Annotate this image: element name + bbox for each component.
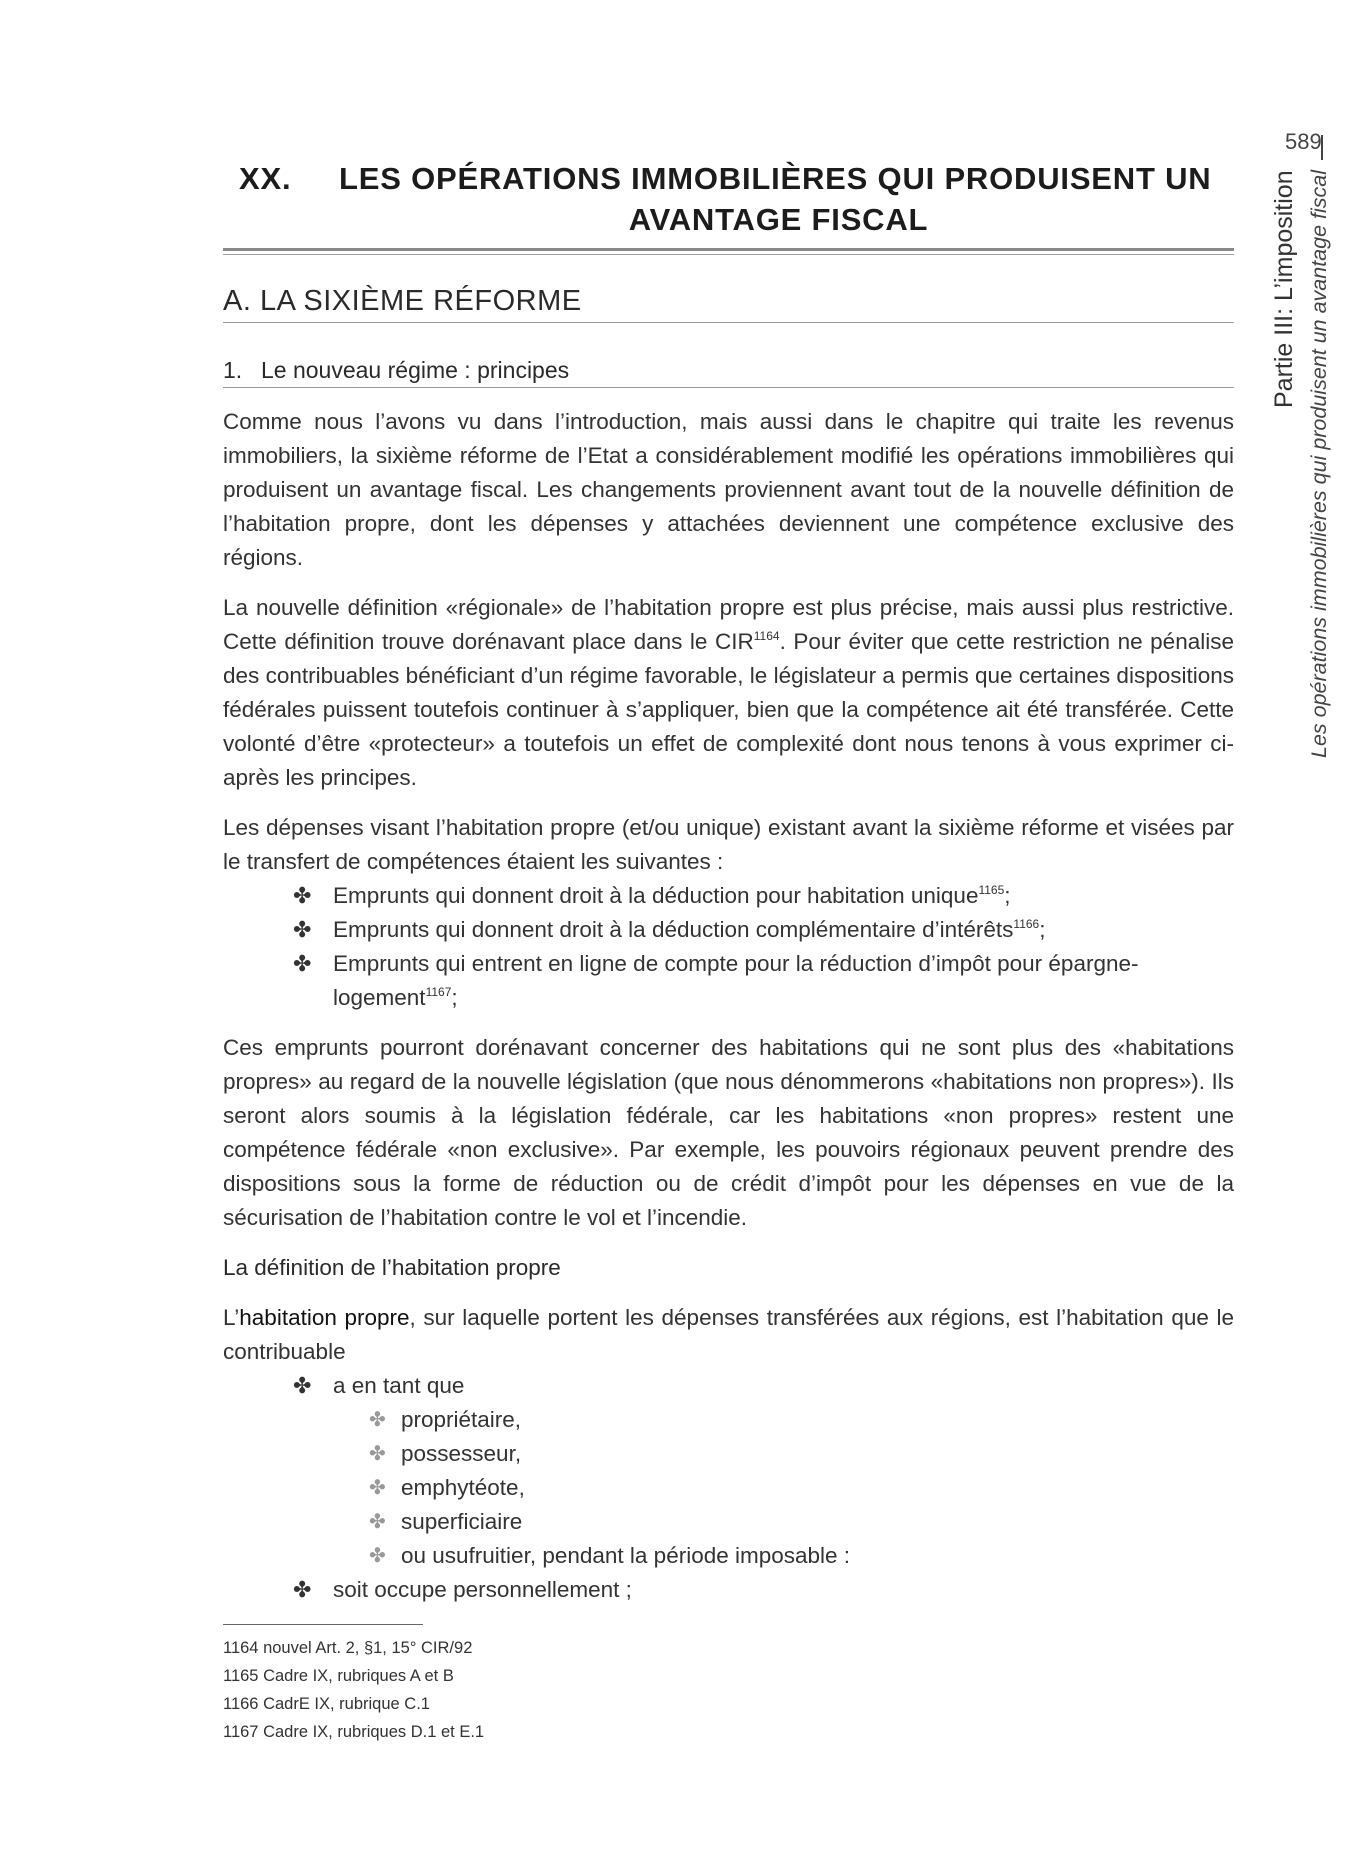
footnote: 1164 nouvel Art. 2, §1, 15° CIR/92 xyxy=(223,1639,473,1657)
chapter-title-line2: AVANTAGE FISCAL xyxy=(628,202,929,237)
sub-list-item xyxy=(369,1437,1234,1471)
list-item-text: Emprunts qui entrent en ligne de compte pour la réduction d’impôt pour épargne-logement xyxy=(333,951,1139,1010)
subsection-heading xyxy=(223,357,569,384)
sub-list-item xyxy=(369,1471,1234,1505)
footnote: 1166 CadrE IX, rubrique C.1 xyxy=(223,1695,430,1713)
footnotes xyxy=(223,1634,484,1746)
list-item-text: soit occupe personnellement ; xyxy=(333,1577,632,1602)
footnote-ref[interactable]: 1165 xyxy=(978,883,1005,897)
bullet-icon: ✤ xyxy=(369,1409,386,1431)
sub-list-item xyxy=(369,1505,1234,1539)
list-item-text: ou usufruitier, pendant la période imposable : xyxy=(401,1543,851,1568)
footnote-divider xyxy=(223,1624,423,1625)
title-divider-thin xyxy=(223,254,1234,255)
list-item xyxy=(293,913,1234,947)
title-divider xyxy=(223,248,1234,251)
sub-list-item xyxy=(369,1539,1234,1573)
subsection-title: Le nouveau régime : principes xyxy=(261,357,570,383)
page-number-marker xyxy=(1321,135,1323,160)
subsection-number: 1. xyxy=(223,357,243,383)
list-item xyxy=(293,1369,1234,1573)
footnote-ref[interactable]: 1167 xyxy=(425,985,452,999)
sub-list-item xyxy=(369,1403,1234,1437)
section-heading: A. LA SIXIÈME RÉFORME xyxy=(223,285,582,317)
paragraph-text: La nouvelle définition «régionale» de l’habitation propre est plus précise, mais aussi plus restrictive. Cette définition trouve dorénavant place dans le CIR xyxy=(223,595,1234,654)
section-divider xyxy=(223,322,1234,323)
list-item-text: superficiaire xyxy=(401,1509,523,1534)
chapter-number: XX. xyxy=(239,161,292,196)
bullet-icon: ✤ xyxy=(369,1511,386,1533)
bullet-list xyxy=(223,879,1234,1015)
list-item-text: propriétaire, xyxy=(401,1407,522,1432)
list-item-text: emphytéote, xyxy=(401,1475,525,1500)
paragraph: Ces emprunts pourront dorénavant concerner des habitations qui ne sont plus des «habitations propres» au regard de la nouvelle législation (que nous dénommerons «habitations non propres»). Ils seront alors soumis à la législation fédérale, car les habitations «non propres» restent une compétence fédérale «non exclusive». Par exemple, les pouvoirs régionaux peuvent prendre des dispositions sous la forme de réduction ou de crédit d’impôt pour les dépenses en vue de la sécurisation de l’habitation contre le vol et l’incendie. xyxy=(223,1035,1234,1230)
bullet-icon: ✤ xyxy=(369,1443,386,1465)
bullet-icon: ✤ xyxy=(293,1373,312,1398)
bullet-icon: ✤ xyxy=(293,951,312,976)
footnote: 1167 Cadre IX, rubriques D.1 et E.1 xyxy=(223,1723,485,1741)
body-text xyxy=(223,405,1234,1623)
bullet-icon: ✤ xyxy=(369,1545,386,1567)
running-header-part: Partie III: L’imposition xyxy=(1270,170,1298,408)
running-header-chapter: Les opérations immobilières qui produisent un avantage fiscal xyxy=(1307,170,1331,759)
list-item xyxy=(293,1573,1234,1607)
bullet-icon: ✤ xyxy=(293,1577,312,1602)
bullet-icon: ✤ xyxy=(293,917,312,942)
paragraph: Les dépenses visant l’habitation propre (et/ou unique) existant avant la sixième réforme et visées par le transfert de compétences étaient les suivantes : xyxy=(223,815,1234,874)
list-item-text: Emprunts qui donnent droit à la déduction complémentaire d’intérêts xyxy=(333,917,1014,942)
list-item-text: Emprunts qui donnent droit à la déduction pour habitation unique xyxy=(333,883,979,908)
paragraph-text: , sur laquelle portent les dépenses transférées aux régions, est l’habitation que le contribuable xyxy=(223,1305,1234,1364)
page-number: 589 xyxy=(1285,129,1322,154)
footnote-ref[interactable]: 1164 xyxy=(753,629,780,643)
subsection-divider xyxy=(223,387,1234,388)
definition-subheading: La définition de l’habitation propre xyxy=(223,1255,561,1280)
definition-list xyxy=(223,1369,1234,1607)
chapter-title-line1: LES OPÉRATIONS IMMOBILIÈRES QUI PRODUISENT UN xyxy=(339,161,1212,196)
list-item-tail: ; xyxy=(1004,883,1011,908)
list-item-text: a en tant que xyxy=(333,1373,465,1398)
footnote: 1165 Cadre IX, rubriques A et B xyxy=(223,1667,454,1685)
sub-list xyxy=(333,1403,1234,1573)
list-item xyxy=(293,947,1234,1015)
defined-term: habitation propre xyxy=(239,1305,410,1330)
list-item-tail: ; xyxy=(1039,917,1046,942)
bullet-icon: ✤ xyxy=(293,883,312,908)
chapter-title xyxy=(223,158,1234,240)
list-item-text: possesseur, xyxy=(401,1441,522,1466)
list-item-tail: ; xyxy=(451,985,458,1010)
page-sidebar xyxy=(1250,126,1350,826)
bullet-icon: ✤ xyxy=(369,1477,386,1499)
footnote-ref[interactable]: 1166 xyxy=(1013,917,1040,931)
paragraph-text: L’ xyxy=(223,1305,240,1330)
list-item xyxy=(293,879,1234,913)
paragraph-text: . Pour éviter que cette restriction ne pénalise des contribuables bénéficiant d’un régime favorable, le législateur a permis que certaines dispositions fédérales puissent toutefois continuer à s’appliquer, bien que la compétence ait été transférée. Cette volonté d’être «protecteur» a toutefois un effet de complexité dont nous tenons à vous exprimer ci-après les principes. xyxy=(223,629,1234,790)
paragraph xyxy=(223,591,1234,795)
paragraph xyxy=(223,1301,1234,1369)
paragraph: Comme nous l’avons vu dans l’introduction, mais aussi dans le chapitre qui traite les revenus immobiliers, la sixième réforme de l’Etat a considérablement modifié les opérations immobilières qui produisent un avantage fiscal. Les changements proviennent avant tout de la nouvelle définition de l’habitation propre, dont les dépenses y attachées deviennent une compétence exclusive des régions. xyxy=(223,409,1234,570)
